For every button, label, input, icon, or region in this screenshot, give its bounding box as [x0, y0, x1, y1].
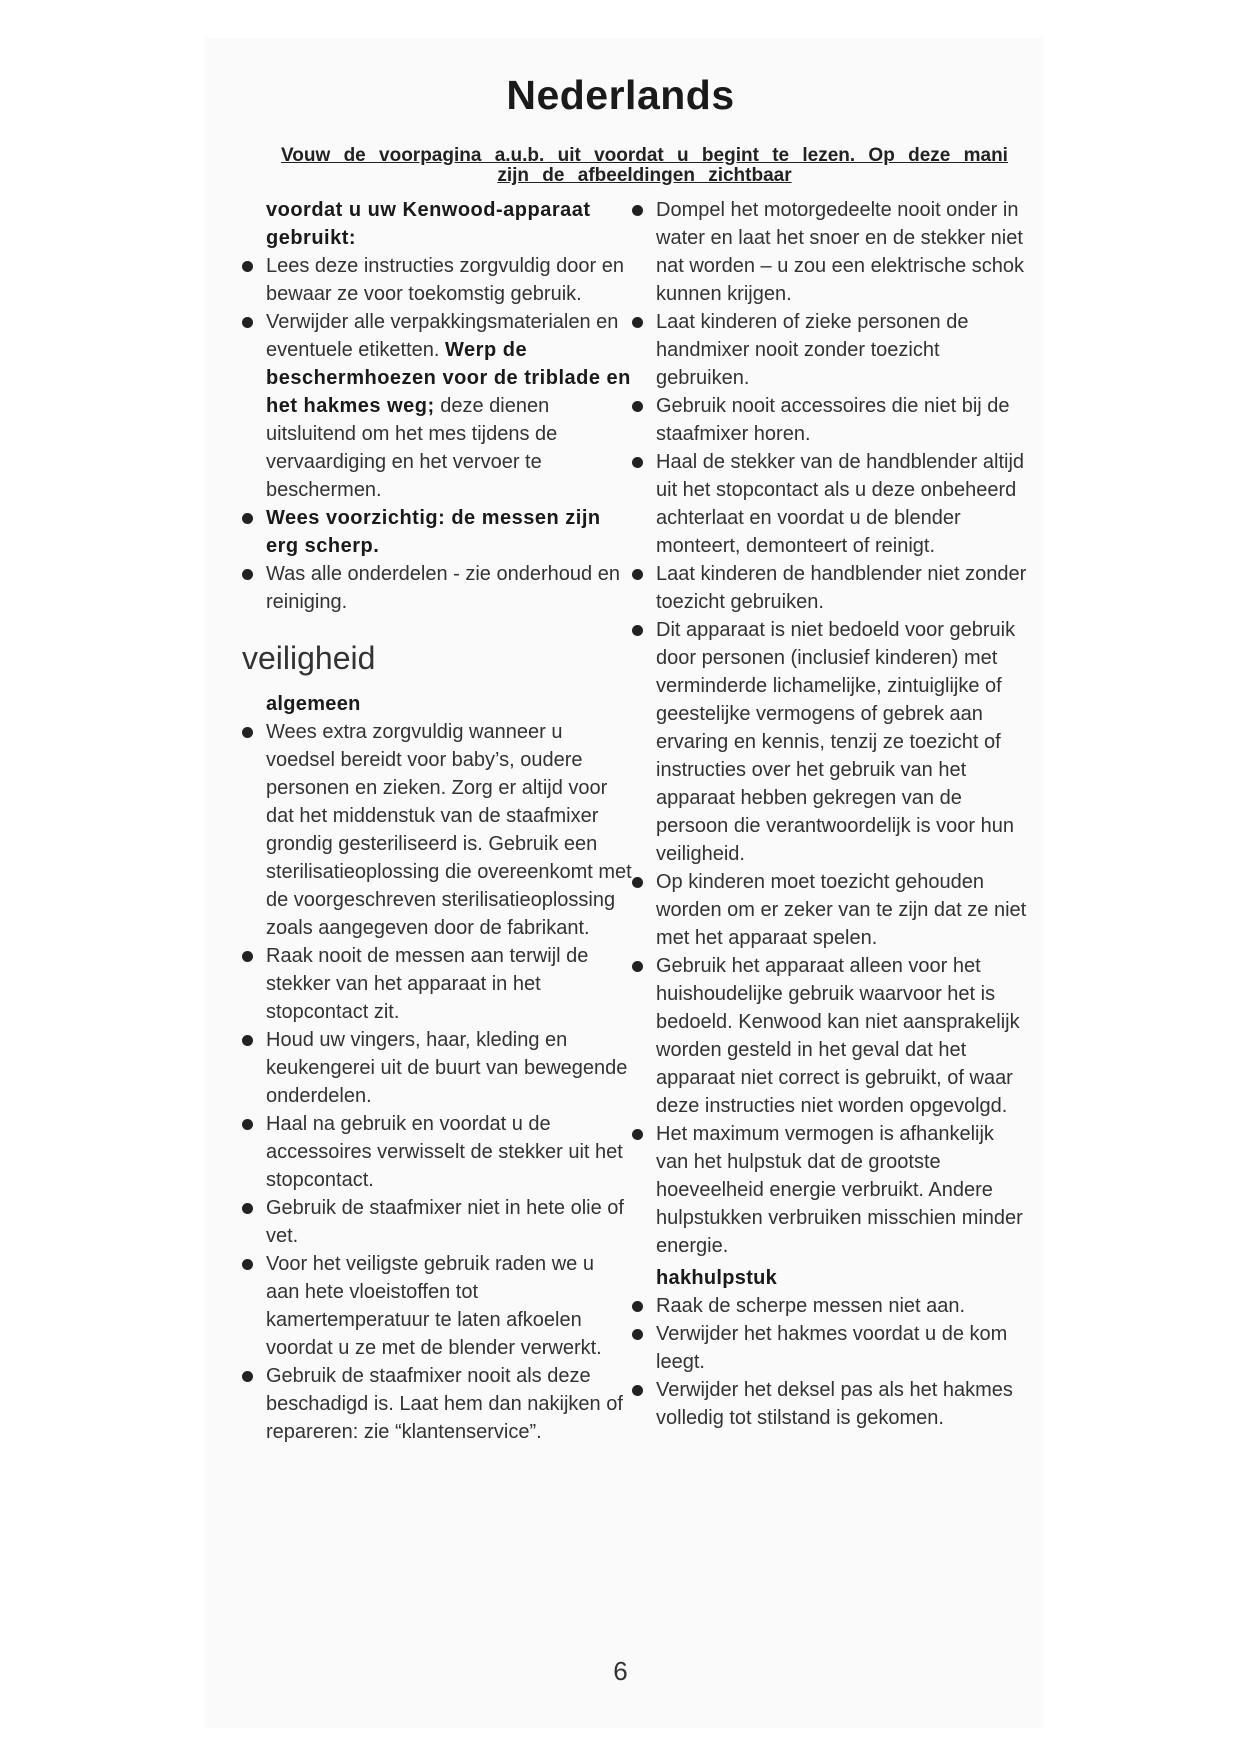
right-column — [632, 196, 1027, 1432]
page-title: Nederlands — [506, 72, 735, 118]
list-item: Was alle onderdelen - zie onderhoud en reiniging. — [242, 560, 632, 616]
fold-notice — [246, 146, 1043, 186]
list-item-bold: Werp de beschermhoezen voor de triblade en het hakmes weg; — [266, 339, 631, 417]
list-item: Gebruik het apparaat alleen voor het huishoudelijke gebruik waarvoor het is bedoeld. Kenwood kan niet aansprakelijk worden gesteld in het geval dat het apparaat niet correct is gebruikt, of waar deze instructies niet worden opgevolgd. — [632, 952, 1027, 1120]
subheading: hakhulpstuk — [656, 1267, 778, 1289]
list-item — [242, 308, 632, 504]
list-item: Haal na gebruik en voordat u de accessoires verwisselt de stekker uit het stopcontact. — [242, 1110, 632, 1194]
list-item: Raak de scherpe messen niet aan. — [632, 1292, 1027, 1320]
list-item: Verwijder het deksel pas als het hakmes volledig tot stilstand is gekomen. — [632, 1376, 1027, 1432]
list-item: Haal de stekker van de handblender altijd uit het stopcontact als u deze onbeheerd achterlaat en voordat u de blender monteert, demonteert of reinigt. — [632, 448, 1027, 560]
list-item: Wees extra zorgvuldig wanneer u voedsel bereidt voor baby’s, oudere personen en zieken. Zorg er altijd voor dat het middenstuk van de staafmixer grondig gesteriliseerd is. Gebruik een sterilisatieoplossing die overeenkomt met de voorgeschreven sterilisatieoplossing zoals aangegeven door de fabrikant. — [242, 718, 632, 942]
list-item: Dompel het motorgedeelte nooit onder in water en laat het snoer en de stekker niet nat worden – u zou een elektrische schok kunnen krijgen. — [632, 196, 1027, 308]
list-item: Dit apparaat is niet bedoeld voor gebruik door personen (inclusief kinderen) met verminderde lichamelijke, zintuiglijke of geestelijke vermogens of gebrek aan ervaring en kennis, tenzij ze toezicht of instructies over het gebruik van het apparaat hebben gekregen van de persoon die verantwoordelijk is voor hun veiligheid. — [632, 616, 1027, 868]
list-item: Gebruik nooit accessoires die niet bij de staafmixer horen. — [632, 392, 1027, 448]
list-item: Gebruik de staafmixer nooit als deze beschadigd is. Laat hem dan nakijken of repareren: zie “klantenservice”. — [242, 1362, 632, 1446]
list-item: Lees deze instructies zorgvuldig door en bewaar ze voor toekomstig gebruik. — [242, 252, 632, 308]
list-item: Raak nooit de messen aan terwijl de stekker van het apparaat in het stopcontact zit. — [242, 942, 632, 1026]
list-item: Laat kinderen de handblender niet zonder toezicht gebruiken. — [632, 560, 1027, 616]
left-column — [242, 196, 632, 1446]
list-item: Het maximum vermogen is afhankelijk van het hulpstuk dat de grootste hoeveelheid energie verbruikt. Andere hulpstukken verbruiken misschien minder energie. — [632, 1120, 1027, 1260]
list-item-warning: Wees voorzichtig: de messen zijn erg scherp. — [242, 504, 632, 560]
subheading: algemeen — [266, 693, 361, 715]
fold-notice-line-2: zijn de afbeeldingen zichtbaar — [497, 165, 792, 186]
list-item: Laat kinderen of zieke personen de handmixer nooit zonder toezicht gebruiken. — [632, 308, 1027, 392]
list-item: Verwijder het hakmes voordat u de kom leegt. — [632, 1320, 1027, 1376]
list-item-text: deze dienen uitsluitend om het mes tijdens de vervaardiging en het vervoer te beschermen. — [266, 395, 558, 501]
section-title: veiligheid — [242, 640, 376, 676]
page-number: 6 — [613, 1656, 628, 1686]
list-item: Voor het veiligste gebruik raden we u aan hete vloeistoffen tot kamertemperatuur te laten afkoelen voordat u ze met de blender verwerkt. — [242, 1250, 632, 1362]
list-item: Houd uw vingers, haar, kleding en keukengerei uit de buurt van bewegende onderdelen. — [242, 1026, 632, 1110]
list-item: Op kinderen moet toezicht gehouden worden om er zeker van te zijn dat ze niet met het apparaat spelen. — [632, 868, 1027, 952]
intro-heading: voordat u uw Kenwood-apparaat gebruikt: — [266, 199, 591, 249]
list-item: Gebruik de staafmixer niet in hete olie of vet. — [242, 1194, 632, 1250]
fold-notice-line-1: Vouw de voorpagina a.u.b. uit voordat u begint te lezen. Op deze mani — [281, 146, 1008, 166]
list-item-text: Verwijder alle verpakkingsmaterialen en eventuele etiketten. — [266, 311, 619, 361]
